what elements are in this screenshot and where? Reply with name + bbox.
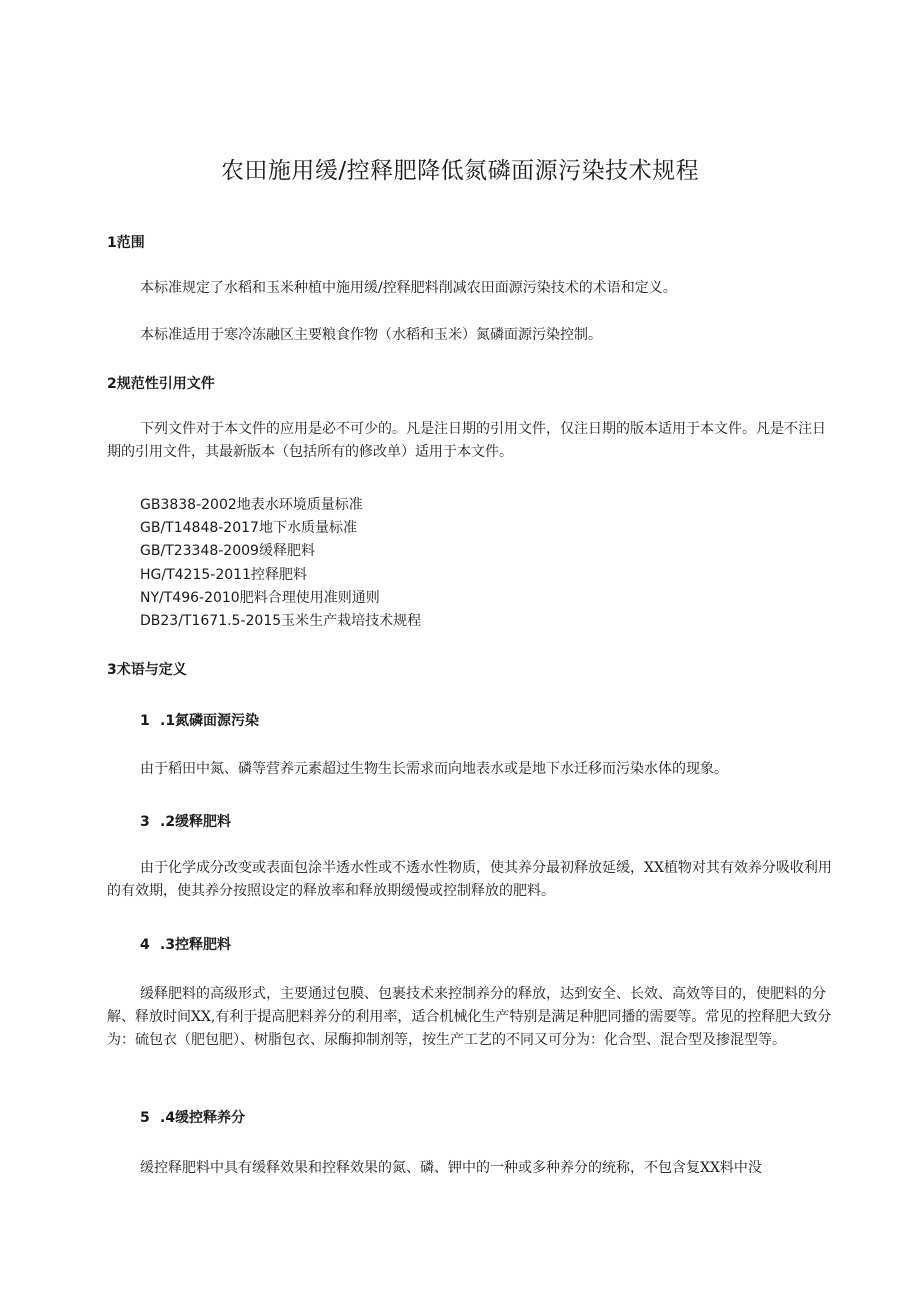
term-number: 5 (140, 1110, 150, 1126)
reference-item: GB/T23348-2009缓释肥料 (140, 543, 315, 559)
term-definition: 缓释肥料的高级形式，主要通过包膜、包裹技术来控制养分的释放，达到安全、长效、高效等目的，使肥料的分解、释放时间XX,有利于提高肥料养分的利用率，适合机械化生产特别是满足种肥同播的需要等。常见的控释肥大致分为：硫包衣（肥包肥）、树脂包衣、尿酶抑制剂等，按生产工艺的不同又可分为：化合型、混合型及掺混型等。 (107, 986, 832, 1048)
term-label: .3控释肥料 (160, 937, 232, 953)
term-label: .2缓释肥料 (160, 814, 232, 830)
section-heading-normative-references: 2规范性引用文件 (107, 376, 215, 392)
scope-paragraph-2: 本标准适用于寒冷冻融区主要粮食作物（水稻和玉米）氮磷面源污染控制。 (140, 327, 602, 343)
term-number: 3 (140, 814, 150, 830)
reference-item: DB23/T1671.5-2015玉米生产栽培技术规程 (140, 613, 422, 629)
reference-item: HG/T4215-2011控释肥料 (140, 567, 307, 583)
section-heading-scope: 1范围 (107, 235, 145, 251)
reference-item: NY/T496-2010肥料合理使用准则通则 (140, 590, 380, 606)
term-heading (140, 811, 231, 831)
term-label: .4缓控释养分 (160, 1110, 246, 1126)
term-number: 1 (140, 713, 150, 729)
reference-item: GB3838-2002地表水环境质量标准 (140, 497, 363, 513)
term-label: .1氮磷面源污染 (160, 713, 260, 729)
term-heading (140, 934, 231, 954)
term-definition: 由于化学成分改变或表面包涂半透水性或不透水性物质，使其养分最初释放延缓，XX植物对其有效养分吸收利用的有效期，使其养分按照设定的释放率和释放期缓慢或控制释放的肥料。 (107, 860, 832, 899)
document-title: 农田施用缓/控释肥降低氮磷面源污染技术规程 (220, 158, 700, 184)
term-heading (140, 710, 259, 730)
reference-item: GB/T14848-2017地下水质量标准 (140, 520, 357, 536)
term-number: 4 (140, 937, 150, 953)
references-intro-paragraph: 下列文件对于本文件的应用是必不可少的。凡是注日期的引用文件，仅注日期的版本适用于本文件。凡是不注日期的引用文件，其最新版本（包括所有的修改单）适用于本文件。 (107, 421, 826, 460)
scope-paragraph-1: 本标准规定了水稻和玉米种植中施用缓/控释肥料削减农田面源污染技术的术语和定义。 (140, 280, 677, 296)
term-definition: 由于稻田中氮、磷等营养元素超过生物生长需求而向地表水或是地下水迁移而污染水体的现象。 (140, 761, 728, 777)
term-definition: 缓控释肥料中具有缓释效果和控释效果的氮、磷、钾中的一种或多种养分的统称，不包含复XX料中没 (140, 1160, 762, 1176)
section-heading-terms: 3术语与定义 (107, 662, 187, 678)
term-heading (140, 1107, 245, 1127)
